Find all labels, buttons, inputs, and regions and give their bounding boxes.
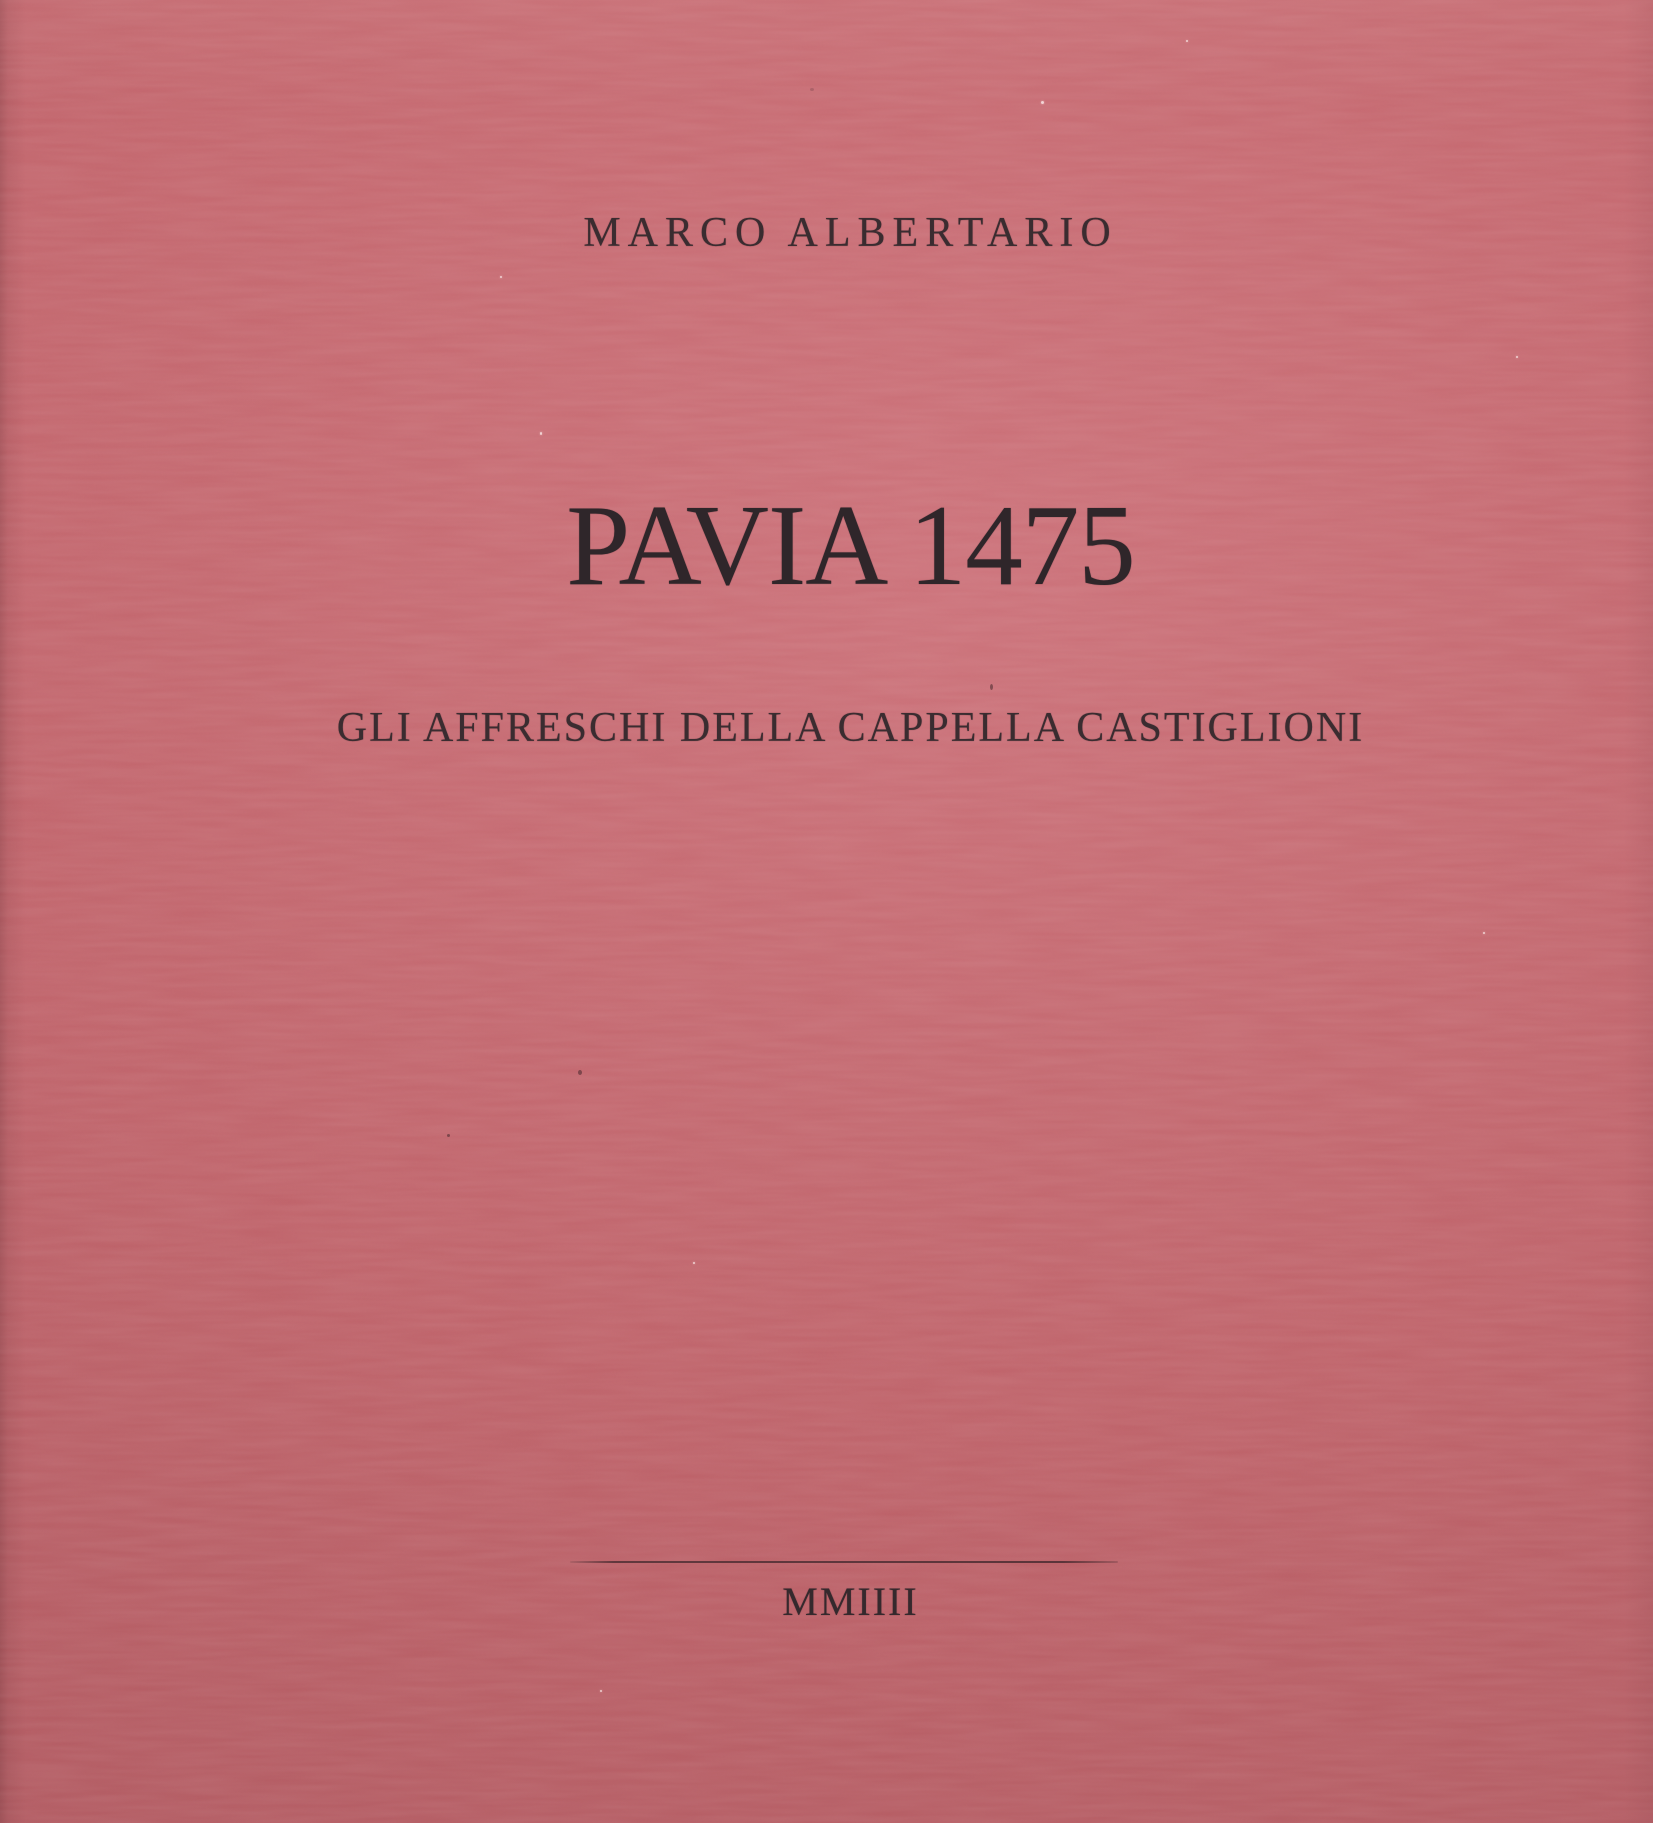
year-roman: MMIIII [782, 1579, 919, 1624]
author-name: MARCO ALBERTARIO [583, 210, 1118, 256]
book-subtitle: GLI AFFRESCHI DELLA CAPPELLA CASTIGLIONI [336, 705, 1365, 751]
book-title: PAVIA 1475 [566, 482, 1135, 609]
divider-rule [570, 1561, 1118, 1563]
cover-content [24, 0, 1653, 1823]
